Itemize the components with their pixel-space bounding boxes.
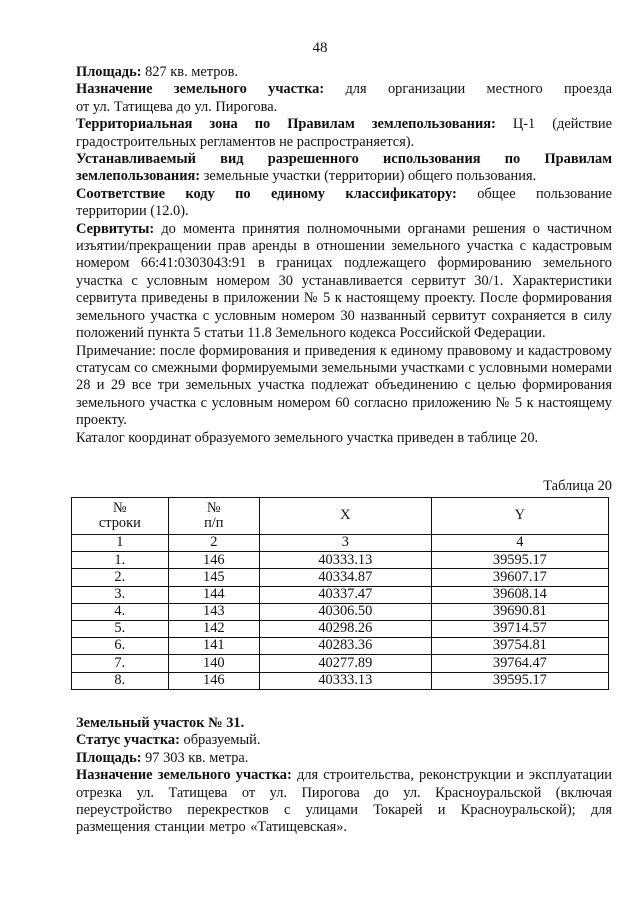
y-cell: 39714.57 xyxy=(431,620,608,637)
servitude-text: до момента принятия полномочными органами решения о частичном изъятии/прекращении прав аренды в отношении земельного участка с кадастровым номером 66:41:0303043:91 в границах подлежащего формированию земельного участка с условным номером 30 устанавливается сервитут 30/1. Характеристики сервитута приведены в приложении № 5 к настоящему проекту. После формирования земельного участка с условным номером 30 названный сервитут сохраняется в силу положений пункта 5 статьи 11.8 Земельного кодекса Российской Федерации. xyxy=(76,220,612,342)
y-cell: 39595.17 xyxy=(431,672,608,689)
point-number-cell: 146 xyxy=(168,672,259,689)
area-line-2 xyxy=(76,750,612,767)
table-row xyxy=(72,620,609,637)
x-cell: 40277.89 xyxy=(259,655,431,672)
x-cell: 40337.47 xyxy=(259,586,431,603)
x-cell: 40283.36 xyxy=(259,638,431,655)
zone-line-2: градостроительных регламентов не распространяется). xyxy=(76,133,415,150)
y-cell: 39690.81 xyxy=(431,603,608,620)
point-number-cell: 141 xyxy=(168,638,259,655)
point-number-cell: 140 xyxy=(168,655,259,672)
x-cell: 40333.13 xyxy=(259,552,431,569)
header-row-number-l2: строки xyxy=(98,515,141,531)
table-row xyxy=(72,586,609,603)
y-cell: 39607.17 xyxy=(431,569,608,586)
table-header-row xyxy=(72,498,609,535)
index-cell: 4 xyxy=(431,535,608,552)
servitude-label: Сервитуты: xyxy=(76,220,155,237)
row-number-cell: 3. xyxy=(72,586,169,603)
use-label-2: землепользования: xyxy=(76,168,201,185)
purpose-paragraph-2 xyxy=(76,767,612,837)
section-plot-30 xyxy=(76,64,612,447)
point-number-cell: 144 xyxy=(168,586,259,603)
coordinates-table xyxy=(71,497,609,690)
index-cell: 3 xyxy=(259,535,431,552)
purpose-word-1: для xyxy=(345,81,367,98)
y-cell: 39595.17 xyxy=(431,552,608,569)
purpose-word-2: организации xyxy=(387,81,466,98)
table-row xyxy=(72,638,609,655)
code-value: общее пользование xyxy=(477,185,612,202)
zone-note-start: (действие xyxy=(552,116,612,133)
zone-code: Ц-1 xyxy=(512,116,536,133)
zone-label: Территориальная зона по Правилам землепользования: xyxy=(76,116,496,133)
plot-title xyxy=(76,715,612,732)
section-plot-31 xyxy=(76,715,612,837)
header-point-number xyxy=(168,498,259,535)
table-row xyxy=(72,569,609,586)
header-row-number-l1: № xyxy=(112,499,127,516)
header-row-number xyxy=(72,498,169,535)
code-line-1 xyxy=(76,186,612,203)
status-label: Статус участка: xyxy=(76,732,180,749)
y-cell: 39608.14 xyxy=(431,586,608,603)
y-cell: 39754.81 xyxy=(431,638,608,655)
purpose-word-4: проезда xyxy=(564,81,612,98)
use-label-1: Устанавливаемый вид разрешенного использования по Правилам xyxy=(76,151,612,168)
point-number-cell: 145 xyxy=(168,569,259,586)
row-number-cell: 1. xyxy=(72,552,169,569)
area-label-2: Площадь: xyxy=(76,749,142,766)
status-line xyxy=(76,732,612,749)
code-line-2: территории (12.0). xyxy=(76,203,189,220)
purpose-label-2: Назначение земельного участка: xyxy=(76,767,292,784)
row-number-cell: 4. xyxy=(72,603,169,620)
index-cell: 1 xyxy=(72,535,169,552)
purpose-word-3: местного xyxy=(486,81,543,98)
x-cell: 40334.87 xyxy=(259,569,431,586)
plot-title-text: Земельный участок № 31. xyxy=(76,715,245,731)
header-x: X xyxy=(259,498,431,535)
use-line-2 xyxy=(76,168,612,185)
table-index-row xyxy=(72,535,609,552)
table-row xyxy=(72,552,609,569)
use-line-1 xyxy=(76,151,612,168)
zone-line-1 xyxy=(76,116,612,133)
purpose-label-word-3: участка: xyxy=(268,81,325,98)
header-point-number-l2: п/п xyxy=(204,515,224,531)
y-cell: 39764.47 xyxy=(431,655,608,672)
row-number-cell: 2. xyxy=(72,569,169,586)
point-number-cell: 143 xyxy=(168,603,259,620)
row-number-cell: 5. xyxy=(72,620,169,637)
x-cell: 40298.26 xyxy=(259,620,431,637)
purpose-label-word-1: Назначение xyxy=(76,81,153,98)
row-number-cell: 8. xyxy=(72,672,169,689)
x-cell: 40333.13 xyxy=(259,672,431,689)
point-number-cell: 146 xyxy=(168,552,259,569)
purpose-line-2: от ул. Татищева до ул. Пирогова. xyxy=(76,98,278,115)
row-number-cell: 6. xyxy=(72,638,169,655)
index-cell: 2 xyxy=(168,535,259,552)
point-number-cell: 142 xyxy=(168,620,259,637)
note-paragraph: Примечание: после формирования и приведения к единому правовому и кадастровому статусам со смежными формируемыми земельными участками с условными номерами 28 и 29 все три земельных участка подлежат объединению с целью формирования земельного участка с условным номером 60 согласно приложению № 5 к настоящему проекту. xyxy=(76,342,612,429)
area-value: 827 кв. метров. xyxy=(145,64,239,80)
servitude-paragraph xyxy=(76,221,612,343)
page-number: 48 xyxy=(312,40,328,56)
x-cell: 40306.50 xyxy=(259,603,431,620)
purpose-line-1 xyxy=(76,81,612,98)
header-y: Y xyxy=(431,498,608,535)
purpose-text-2: для строительства, реконструкции и эксплуатации отрезка ул. Татищева от ул. Пирогова до ул. Красноуральской (включая переустройство перекрестков с улицами Токарей и Красноуральской); для размещения станции метро «Татищевская». xyxy=(76,767,612,836)
status-value: образуемый. xyxy=(183,732,261,749)
table-row xyxy=(72,672,609,689)
table-caption: Таблица 20 xyxy=(543,478,612,494)
table-row xyxy=(72,603,609,620)
header-point-number-l1: № xyxy=(206,499,221,516)
code-label: Соответствие коду по единому классификатору: xyxy=(76,185,457,202)
area-label: Площадь: xyxy=(76,64,142,80)
catalog-paragraph: Каталог координат образуемого земельного участка приведен в таблице 20. xyxy=(76,429,539,446)
area-line xyxy=(76,64,612,81)
purpose-label-word-2: земельного xyxy=(173,81,247,98)
row-number-cell: 7. xyxy=(72,655,169,672)
area-value-2: 97 303 кв. метра. xyxy=(145,749,249,766)
table-row xyxy=(72,655,609,672)
use-value: земельные участки (территории) общего пользования. xyxy=(203,168,537,185)
